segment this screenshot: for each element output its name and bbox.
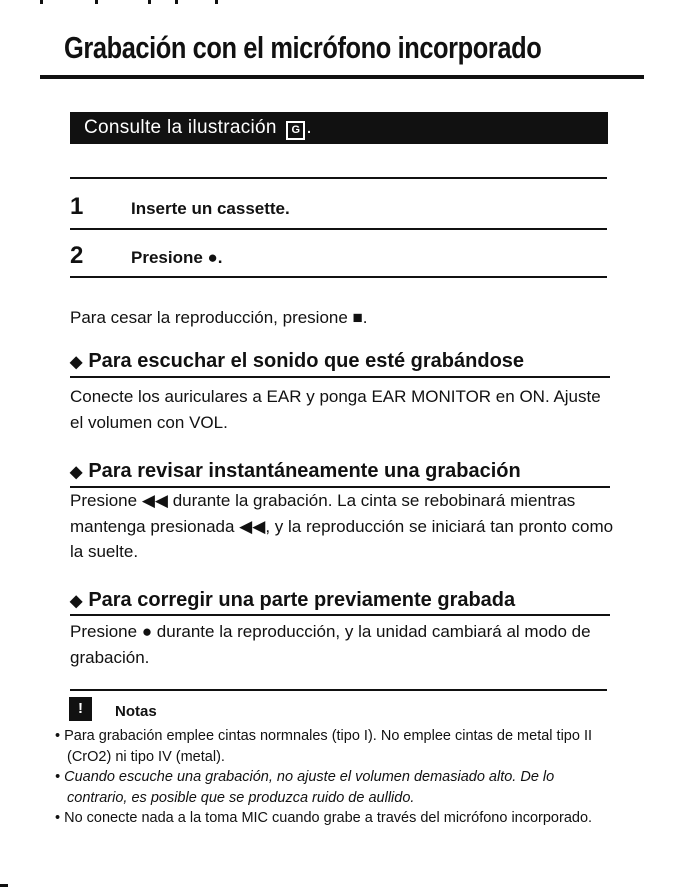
step-text: Presione ●. [131,248,223,267]
notes-label: Notas [115,703,157,720]
list-item: • No conecte nada a la toma MIC cuando grabe a través del micrófono incorporado. [55,810,593,826]
notes-list [55,726,615,829]
list-item: • Para grabación emplee cintas normnales (tipo I). No emplee cintas de metal tipo II (CrO2) ni tipo IV (metal). [55,728,593,765]
warning-icon: ! [69,697,92,721]
page-title: Grabación con el micrófono incorporado [64,30,542,65]
stop-instruction: Para cesar la reproducción, presione ■. [70,308,368,327]
divider [70,177,607,179]
section-rule [70,376,610,378]
section-heading: ◆ Para revisar instantáneamente una grabación [70,460,521,482]
section-rule [70,614,610,616]
edge-mark [0,884,8,887]
illustration-banner [70,112,608,144]
diamond-icon: ◆ [70,354,83,371]
section-heading: ◆ Para escuchar el sonido que esté grabándose [70,350,525,372]
divider [70,228,607,230]
step-number: 1 [70,193,84,220]
diamond-icon: ◆ [70,464,83,481]
step-text: Inserte un cassette. [131,199,290,218]
notes-rule [70,689,607,691]
banner-suffix: . [306,117,312,138]
diamond-icon: ◆ [70,593,83,610]
top-edge-marks [40,0,640,4]
section-body: Presione ● durante la reproducción, y la unidad cambiará al modo de grabación. [70,622,591,667]
step-number: 2 [70,242,84,269]
section-body: Presione ◀◀ durante la grabación. La cinta se rebobinará mientras mantenga presionada ◀◀, y la reproducción se iniciará tan pronto como la suelte. [70,491,614,561]
title-rule [40,75,644,79]
divider [70,276,607,278]
section-heading: ◆ Para corregir una parte previamente grabada [70,589,516,611]
list-item: • Cuando escuche una grabación, no ajuste el volumen demasiado alto. De lo contrario, es posible que se produzca ruido de aullido. [55,769,555,806]
banner-text: Consulte la ilustración [84,117,277,138]
section-body: Conecte los auriculares a EAR y ponga EAR MONITOR en ON. Ajuste el volumen con VOL. [70,387,601,432]
illustration-letter-icon: G [286,121,305,140]
